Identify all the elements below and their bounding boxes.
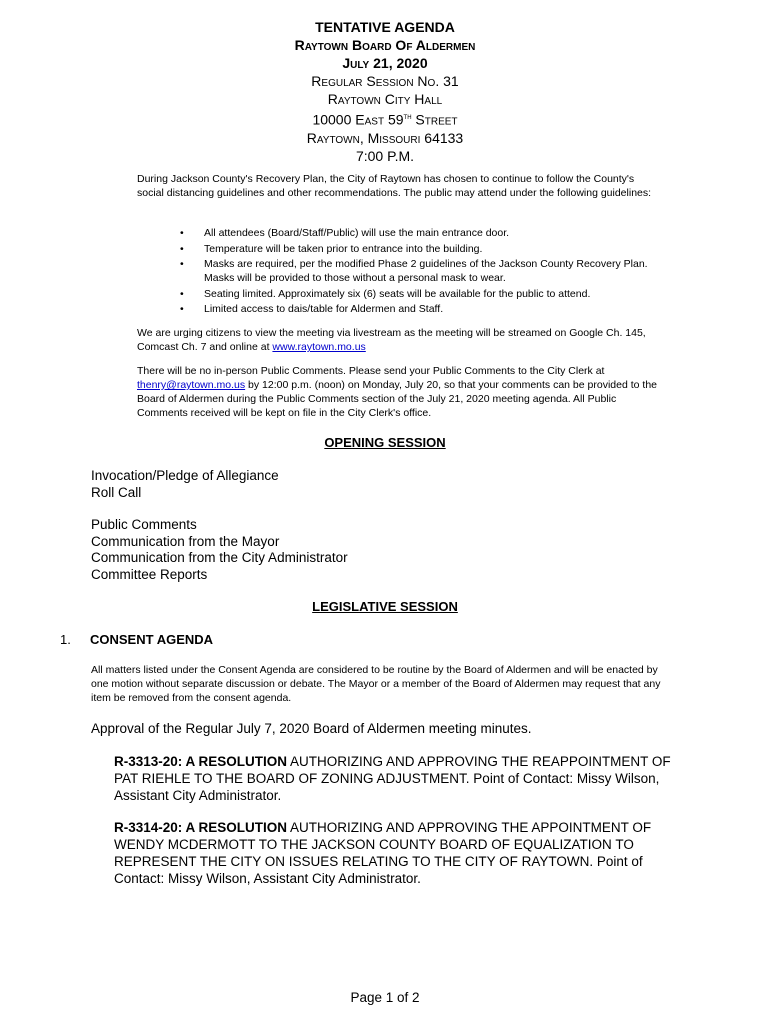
venue-city: Raytown, Missouri 64133 — [306, 129, 464, 146]
guidelines-list — [180, 226, 660, 318]
meeting-date: July 21, 2020 — [342, 55, 428, 71]
agenda-header — [0, 18, 770, 165]
list-item: • Seating limited. Approximately six (6) seats will be available for the public to attend. — [180, 287, 660, 301]
consent-agenda-description: All matters listed under the Consent Agenda are considered to be routine by the Board of Aldermen and will be enacted by one motion without separate discussion or debate. The Mayor or a member of the Board of Aldermen may request that any item be removed from the consent agenda. — [91, 664, 661, 704]
website-link[interactable]: www.raytown.mo.us — [272, 341, 366, 353]
list-item: Public Comments — [91, 517, 197, 532]
resolution-r-3313-20: R-3313-20: A RESOLUTION AUTHORIZING AND APPROVING THE REAPPOINTMENT OF PAT RIEHLE TO THE BOARD OF ZONING ADJUSTMENT. Point of Contact: Missy Wilson, Assistant City Administrator. — [114, 754, 671, 803]
page-number: Page 1 of 2 — [350, 990, 420, 1005]
list-item: Roll Call — [91, 484, 142, 500]
list-item: Communication from the City Administrator — [91, 550, 348, 565]
venue-name: Raytown City Hall — [327, 91, 443, 107]
livestream-paragraph: We are urging citizens to view the meeting via livestream as the meeting will be streamed on Google Ch. 145, Comcast Ch. 7 and online at www.raytown.mo.us — [137, 327, 646, 353]
resolution-r-3314-20: R-3314-20: A RESOLUTION AUTHORIZING AND APPROVING THE APPOINTMENT OF WENDY MCDERMOTT TO THE JACKSON COUNTY BOARD OF EQUALIZATION TO REPRESENT THE CITY ON ISSUES RELATING TO THE CITY OF RAYTOWN. Point of Contact: Missy Wilson, Assistant City Administrator. — [114, 820, 652, 886]
public-comments-paragraph: There will be no in-person Public Comments. Please send your Public Comments to the City Clerk at thenry@raytown.mo.us by 12:00 p.m. (noon) on Monday, July 20, so that your comments can be provided to the Board of Aldermen during the Public Comments section of the July 21, 2020 meeting agenda. All Public Comments received will be kept on file in the City Clerk's office. — [137, 365, 657, 419]
list-item: Communication from the Mayor — [91, 533, 280, 549]
list-item: • Limited access to dais/table for Aldermen and Staff. — [180, 302, 660, 316]
list-item: • Masks are required, per the modified Phase 2 guidelines of the Jackson County Recovery Plan. Masks will be provided to those without a personal mask to wear. — [180, 257, 660, 285]
legislative-session-title: LEGISLATIVE SESSION — [312, 599, 458, 614]
list-item: • All attendees (Board/Staff/Public) will use the main entrance door. — [180, 226, 660, 240]
board-name: Raytown Board Of Aldermen — [294, 37, 476, 53]
opening-session-title: OPENING SESSION — [324, 435, 446, 450]
list-item: Invocation/Pledge of Allegiance — [91, 468, 279, 483]
session-number: Regular Session No. 31 — [311, 73, 459, 89]
agenda-title: TENTATIVE AGENDA — [315, 19, 455, 35]
list-item: • Temperature will be taken prior to entrance into the building. — [180, 242, 660, 256]
clerk-email-link[interactable]: thenry@raytown.mo.us — [137, 379, 246, 391]
venue-street: 10000 East 59th Street — [312, 111, 458, 128]
meeting-time: 7:00 P.M. — [355, 147, 415, 164]
intro-paragraph: During Jackson County's Recovery Plan, the City of Raytown has chosen to continue to follow the County's social distancing guidelines and other recommendations. The public may attend under the following guidelines: — [137, 173, 652, 199]
consent-agenda-heading: 1. CONSENT AGENDA — [60, 632, 214, 647]
minutes-approval-item: Approval of the Regular July 7, 2020 Board of Aldermen meeting minutes. — [91, 721, 532, 736]
list-item: Committee Reports — [91, 566, 208, 582]
opening-session-items — [91, 468, 348, 583]
